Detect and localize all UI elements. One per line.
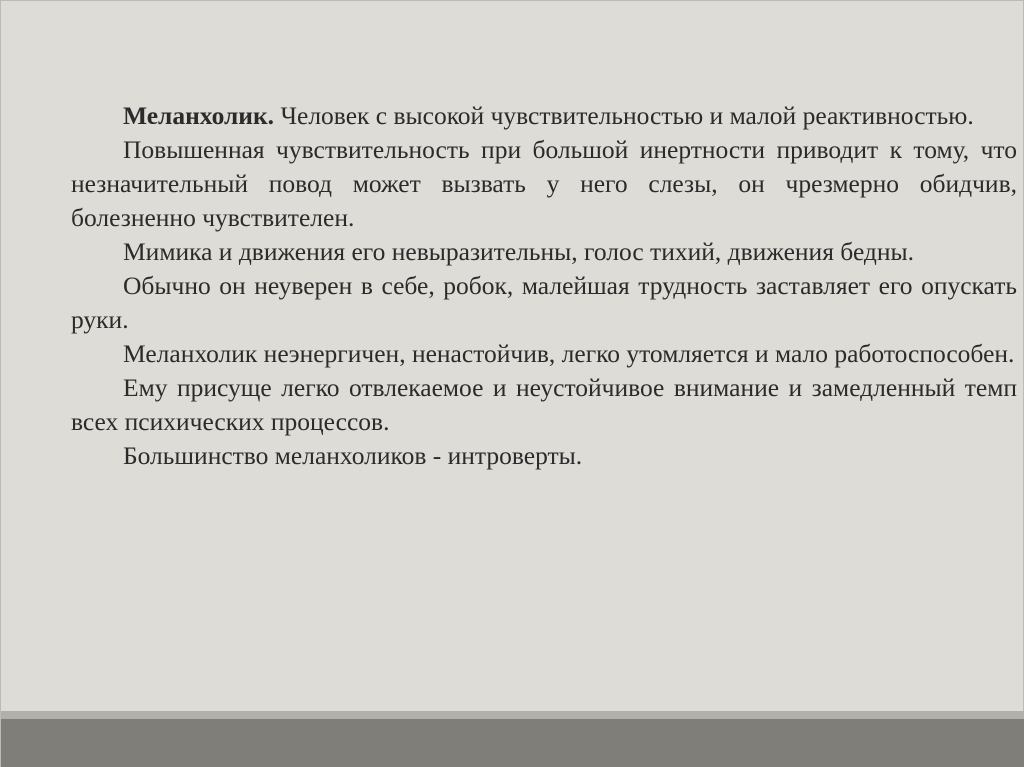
footer-divider [1, 711, 1024, 719]
paragraph-lead-term: Меланхолик. [123, 101, 275, 130]
paragraph-sensitivity: Повышенная чувствительность при большой инертности приводит к тому, что незначительный повод может вызвать у него слезы, он чрезмерно обидчив, болезненно чувствителен. [71, 135, 1017, 232]
paragraph-mimicry: Мимика и движения его невыразительны, голос тихий, движения бедны. [123, 237, 915, 266]
paragraph-text: Человек с высокой чувствительностью и малой реактивностью. [274, 101, 974, 130]
paragraph-definition [71, 99, 1017, 133]
paragraph-energy: Меланхолик неэнергичен, ненастойчив, легко утомляется и мало работоспособен. [123, 339, 1015, 368]
footer-band [1, 719, 1024, 767]
paragraph-attention: Ему присуще легко отвлекаемое и неустойчивое внимание и замедленный темп всех психических процессов. [71, 373, 1017, 436]
slide-body [71, 99, 1017, 473]
paragraph-insecurity: Обычно он неуверен в себе, робок, малейшая трудность заставляет его опускать руки. [71, 271, 1017, 334]
paragraph-introverts: Большинство меланхоликов - интроверты. [123, 441, 583, 470]
